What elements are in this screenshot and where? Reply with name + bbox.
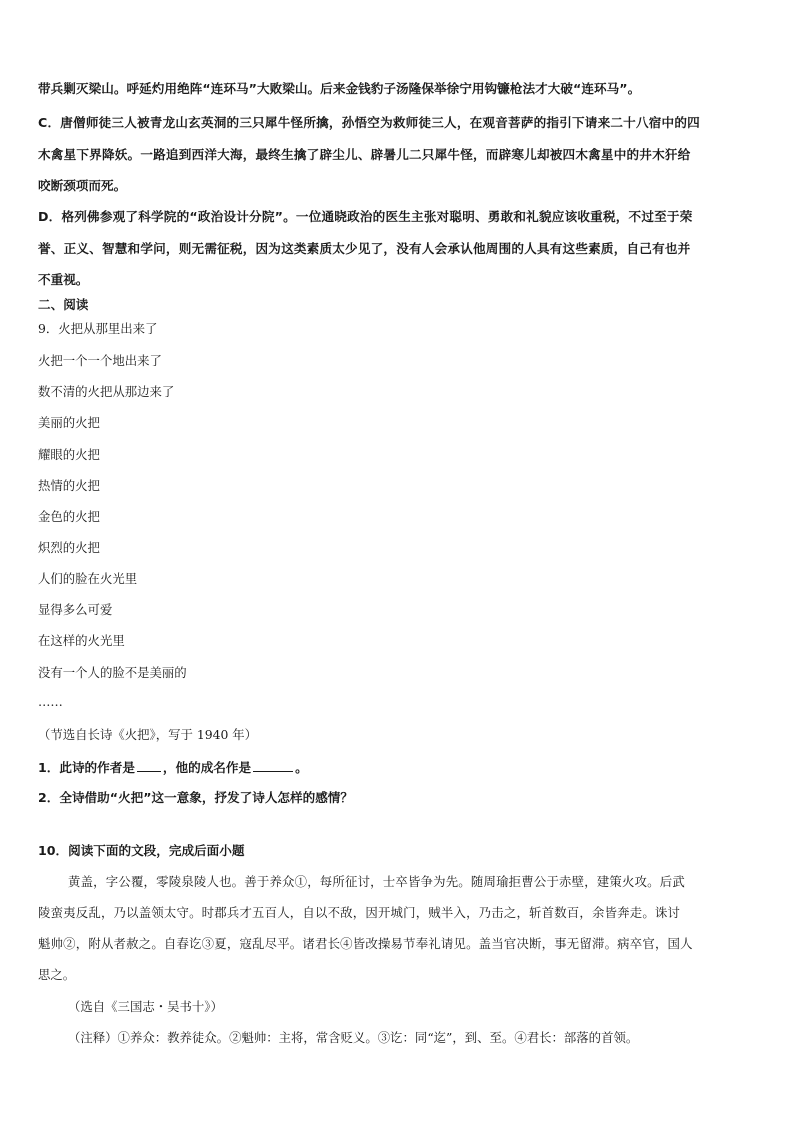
option-d-line-2: 誉、正义、智慧和学问，则无需征税，因为这类素质太少见了，没有人会承认他周围的人具有这些素质，自己有也并 bbox=[38, 241, 691, 256]
poem-line: 热情的火把 bbox=[38, 478, 100, 493]
passage-source: （选自《三国志・吴书十》） bbox=[68, 999, 223, 1014]
passage-notes: （注释）①养众：教养徒众。②魁帅：主将，常含贬义。③讫：同“迄”，到、至。④君长：部落的首领。 bbox=[68, 1030, 639, 1045]
q9-title: 9．火把从那里出来了 bbox=[38, 321, 158, 336]
poem-line: 没有一个人的脸不是美丽的 bbox=[38, 665, 187, 680]
poem-line: 人们的脸在火光里 bbox=[38, 571, 138, 586]
q10-title: 10．阅读下面的文段，完成后面小题 bbox=[38, 843, 245, 858]
poem-line: 在这样的火光里 bbox=[38, 633, 125, 648]
passage-line: 魁帅②，附从者赦之。自春讫③夏，寇乱尽平。诸君长④皆改操易节奉礼请见。盖当官决断，事无留滞。病卒官，国人 bbox=[38, 936, 693, 951]
poem-source: （节选自长诗《火把》，写于 1940 年） bbox=[38, 727, 258, 742]
passage-line: 陵蛮夷反乱，乃以盖领太守。时郡兵才五百人，自以不敌，因开城门，贼半入，乃击之，斩首数百，余皆奔走。诛讨 bbox=[38, 905, 681, 920]
q9-sub1-prefix: 1．此诗的作者是 bbox=[38, 760, 135, 775]
option-c-line-2: 木禽星下界降妖。一路追到西洋大海，最终生擒了辟尘儿、辟暑儿二只犀牛怪，而辟寒儿却被四木禽星中的井木犴给 bbox=[38, 147, 691, 162]
poem-line: 耀眼的火把 bbox=[38, 447, 100, 462]
option-b-last-line: 带兵剿灭梁山。呼延灼用绝阵“连环马”大败梁山。后来金钱豹子汤隆保举徐宁用钩镰枪法才大破“连环马”。 bbox=[38, 81, 641, 96]
poem-line: 金色的火把 bbox=[38, 509, 100, 524]
poem-line: 火把一个一个地出来了 bbox=[38, 353, 162, 368]
answer-blank-author[interactable] bbox=[137, 758, 161, 772]
q9-subquestion-1 bbox=[38, 758, 308, 777]
option-d-line-3: 不重视。 bbox=[38, 272, 89, 287]
q9-sub1-suffix: 。 bbox=[295, 760, 308, 775]
section-heading-reading: 二、阅读 bbox=[38, 297, 89, 312]
q9-subquestion-2: 2．全诗借助“火把”这一意象，抒发了诗人怎样的感情？ bbox=[38, 790, 353, 805]
answer-blank-famous-work[interactable] bbox=[253, 758, 293, 772]
poem-line: 美丽的火把 bbox=[38, 415, 100, 430]
poem-line: 数不清的火把从那边来了 bbox=[38, 384, 175, 399]
option-d-line-1: D．格列佛参观了科学院的“政治设计分院”。一位通晓政治的医生主张对聪明、勇敢和礼貌应该收重税，不过至于荣 bbox=[38, 209, 693, 224]
poem-line: 炽烈的火把 bbox=[38, 540, 100, 555]
passage-line: 黄盖，字公覆，零陵泉陵人也。善于养众①，每所征讨，士卒皆争为先。随周瑜拒曹公于赤壁，建策火攻。后武 bbox=[68, 874, 685, 889]
option-c-line-1: C．唐僧师徒三人被青龙山玄英洞的三只犀牛怪所擒，孙悟空为救师徒三人，在观音菩萨的指引下请来二十八宿中的四 bbox=[38, 115, 700, 130]
poem-line: 显得多么可爱 bbox=[38, 602, 113, 617]
q9-sub1-middle: ，他的成名作是 bbox=[162, 760, 252, 775]
poem-ellipsis: …… bbox=[38, 694, 63, 709]
option-c-line-3: 咬断颈项而死。 bbox=[38, 178, 127, 193]
passage-line: 思之。 bbox=[38, 967, 76, 982]
